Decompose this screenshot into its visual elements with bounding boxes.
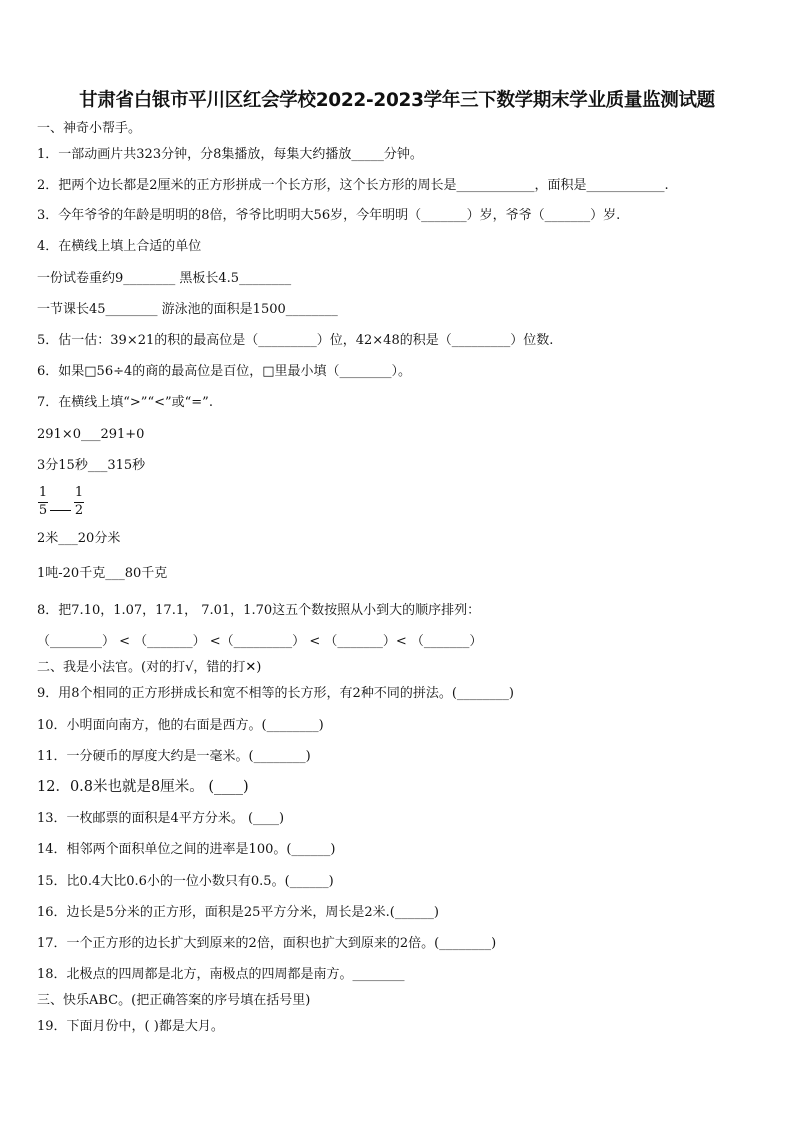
page-title: 甘肃省白银市平川区红会学校2022-2023学年三下数学期末学业质量监测试题: [79, 90, 715, 111]
question-17: 17．一个正方形的边长扩大到原来的2倍，面积也扩大到原来的2倍。(________): [37, 936, 497, 951]
question-15: 15．比0.4大比0.6小的一位小数只有0.5。(______): [37, 874, 334, 889]
question-3: 3．今年爷爷的年龄是明明的8倍，爷爷比明明大56岁，今年明明（_______）岁，爷爷（_______）岁.: [37, 208, 621, 223]
question-1: 1．一部动画片共323分钟，分8集播放，每集大约播放_____分钟。: [37, 147, 423, 162]
question-14: 14．相邻两个面积单位之间的进率是100。(______): [37, 842, 336, 857]
fraction-right-numerator: 1: [74, 485, 84, 500]
question-7-item-a: 291×0___291+0: [37, 427, 145, 442]
question-5: 5．估一估：39×21的积的最高位是（_________）位，42×48的积是（_________）位数.: [37, 333, 554, 348]
fraction-right-denominator: 2: [74, 503, 84, 518]
question-8-answer-row: （________） < （_______） <（_________） < （_______）< （_______）: [37, 634, 483, 649]
question-7-item-d: 2米___20分米: [37, 531, 121, 546]
section-2-heading: 二、我是小法官。(对的打√，错的打✕): [37, 660, 262, 675]
question-8: 8．把7.10，1.07，17.1， 7.01，1.70这五个数按照从小到大的顺序排列：: [37, 603, 481, 618]
fraction-left-numerator: 1: [38, 485, 48, 500]
comparison-blank: [50, 510, 71, 511]
question-4-line-b: 一节课长45________ 游泳池的面积是1500________: [37, 302, 338, 317]
section-3-heading: 三、快乐ABC。(把正确答案的序号填在括号里): [37, 993, 311, 1008]
fraction-left-denominator: 5: [38, 503, 48, 518]
question-7: 7．在横线上填“>”“<”或“=”.: [37, 395, 213, 410]
question-19: 19．下面月份中，( )都是大月。: [37, 1019, 224, 1034]
question-4-line-a: 一份试卷重约9________ 黑板长4.5________: [37, 271, 292, 286]
question-18: 18．北极点的四周都是北方，南极点的四周都是南方。________: [37, 967, 405, 982]
question-11: 11．一分硬币的厚度大约是一毫米。(________): [37, 749, 311, 764]
question-12: 12．0.8米也就是8厘米。 (____): [37, 779, 249, 795]
question-4: 4．在横线上填上合适的单位: [37, 239, 202, 254]
section-1-heading: 一、神奇小帮手。: [37, 121, 142, 136]
question-7-item-e: 1吨-20千克___80千克: [37, 566, 168, 581]
question-16: 16．边长是5分米的正方形，面积是25平方分米，周长是2米.(______): [37, 905, 439, 920]
question-2: 2．把两个边长都是2厘米的正方形拼成一个长方形，这个长方形的周长是____________，面积是____________.: [37, 178, 669, 193]
question-6: 6．如果□56÷4的商的最高位是百位，□里最小填（________）。: [37, 364, 412, 379]
question-7-item-b: 3分15秒___315秒: [37, 458, 146, 473]
question-10: 10．小明面向南方，他的右面是西方。(________): [37, 718, 324, 733]
question-9: 9．用8个相同的正方形拼成长和宽不相等的长方形，有2种不同的拼法。(________): [37, 686, 514, 701]
question-13: 13．一枚邮票的面积是4平方分米。 (____): [37, 811, 285, 826]
